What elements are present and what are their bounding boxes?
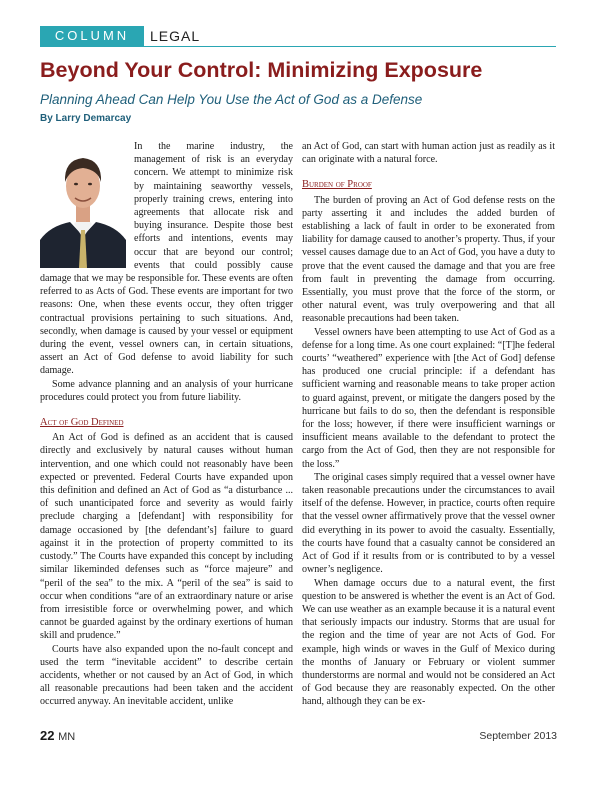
byline: By Larry Demarcay <box>40 113 132 124</box>
column-right <box>302 140 555 709</box>
section-heading-burden-of-proof: Burden of Proof <box>302 179 372 191</box>
column-header <box>0 0 599 46</box>
page-number: 22 <box>40 728 55 743</box>
article-subtitle: Planning Ahead Can Help You Use the Act of God as a Defense <box>40 92 423 107</box>
paragraph: The burden of proving an Act of God defense rests on the party asserting it and includes the added burden of establishing a lack of fault in order to be exonerated from liability for damage caused to another’s property. Thus, if your vessel causes damage due to an Act of God, you have a duty to prove that the event caused the damage and that you are free from fault in preventing the damage from occurring. Essentially, you must prove that the force of the storm, or other natural event, was truly overpowering and that all reasonable precautions had been taken. <box>302 194 555 325</box>
paragraph: An Act of God is defined as an accident that is caused directly and exclusively by natural causes without human intervention, and one which could not reasonably have been expected or prevented. Federal Courts have expanded upon this definition and defined an Act of God as “a disturbance ... of such unanticipated force and severity as would fairly preclude charging a [defendant] with responsibility for damage occasioned by [the defendant’s] failure to guard against it in the protection of property committed to its custody.” The Courts have expanded this concept by including similar likeminded defenses such as “force majeure” and “peril of the sea” to the mix. A “peril of the sea” is said to occur when conditions “are of an extraordinary nature or arise from irresistible force or overwhelming power, and which cannot be guarded against by the ordinary exertions of human skill and prudence.” <box>40 432 293 642</box>
paragraph: Vessel owners have been attempting to use Act of God as a defense for a long time. As one court explained: “[T]he federal courts’ “weathered” experience with [the Act of God] defense has produced one crucial principle: if a defendant has sufficient warning and reasonable means to take proper action to guard against, prevent, or mitigate the dangers posed by the hurricane but fails to do so, then the defendant is responsible for the loss; however, if there were insufficient warnings or insufficient means available to the defendant to protect the cargo from the Act of God, then they are not responsible for the loss.” <box>302 326 555 470</box>
paragraph: When damage occurs due to a natural event, the first question to be answered is whether the event is an Act of God. We can use weather as an example because it is a natural event that seriously impacts our industry. Storms that are usual for the region and the time of year are not Acts of God. For example, high winds or waves in the Gulf of Mexico during the months of January or February or violent summer thunderstorms are normal and would not be considered an Act of God because they are reasonably expected. On the other hand, although they can be ex- <box>302 577 555 708</box>
section-label: LEGAL <box>150 28 201 44</box>
column-label: COLUMN <box>40 26 144 46</box>
paragraph: The original cases simply required that a vessel owner have taken reasonable precautions under the circumstances to avail itself of the defense. However, in practice, courts often require that the vessel owner affirmatively prove that the vessel owner did everything in its power to avoid the casualty. Essentially, the courts have found that a casualty cannot be considered an Act of God if it results from or is contributed to by a vessel owner’s negligence. <box>302 471 555 576</box>
paragraph: an Act of God, can start with human action just as readily as it can originate with a natural force. <box>302 141 555 166</box>
issue-date: September 2013 <box>479 730 557 742</box>
column-left <box>40 140 293 709</box>
paragraph: In the marine industry, the management of risk is an everyday concern. We attempt to minimize risk by maintaining seaworthy vessels, properly training crews, entering into agreements that allocate risk and buying insurance. Despite those best efforts and intentions, events may occur that are beyond our control; events that could possibly cause damage that we may be responsible for. These events are often referred to as Acts of God. These events are important for two reasons: One, when these events occur, they often trigger contractual provisions pertaining to such situations. And, secondly, when damage is caused by your vessel or equipment during the event, vessel owners can, in certain situations, assert an Act of God defense to avoid liability for such damage. <box>40 141 293 377</box>
paragraph: Courts have also expanded upon the no-fault concept and used the term “inevitable accident” to describe certain accidents, whether or not caused by an Act of God, in which all reasonable precautions had been taken and the accident occurred anyway. An inevitable accident, unlike <box>40 643 293 708</box>
page-footer-left <box>40 728 75 743</box>
section-heading-act-of-god: Act of God Defined <box>40 417 124 429</box>
article-title: Beyond Your Control: Minimizing Exposure <box>40 58 483 82</box>
author-photo <box>40 140 126 268</box>
header-rule <box>40 46 556 47</box>
paragraph: Some advance planning and an analysis of your hurricane procedures could protect you from future liability. <box>40 378 293 403</box>
magazine-name: MN <box>58 731 76 743</box>
